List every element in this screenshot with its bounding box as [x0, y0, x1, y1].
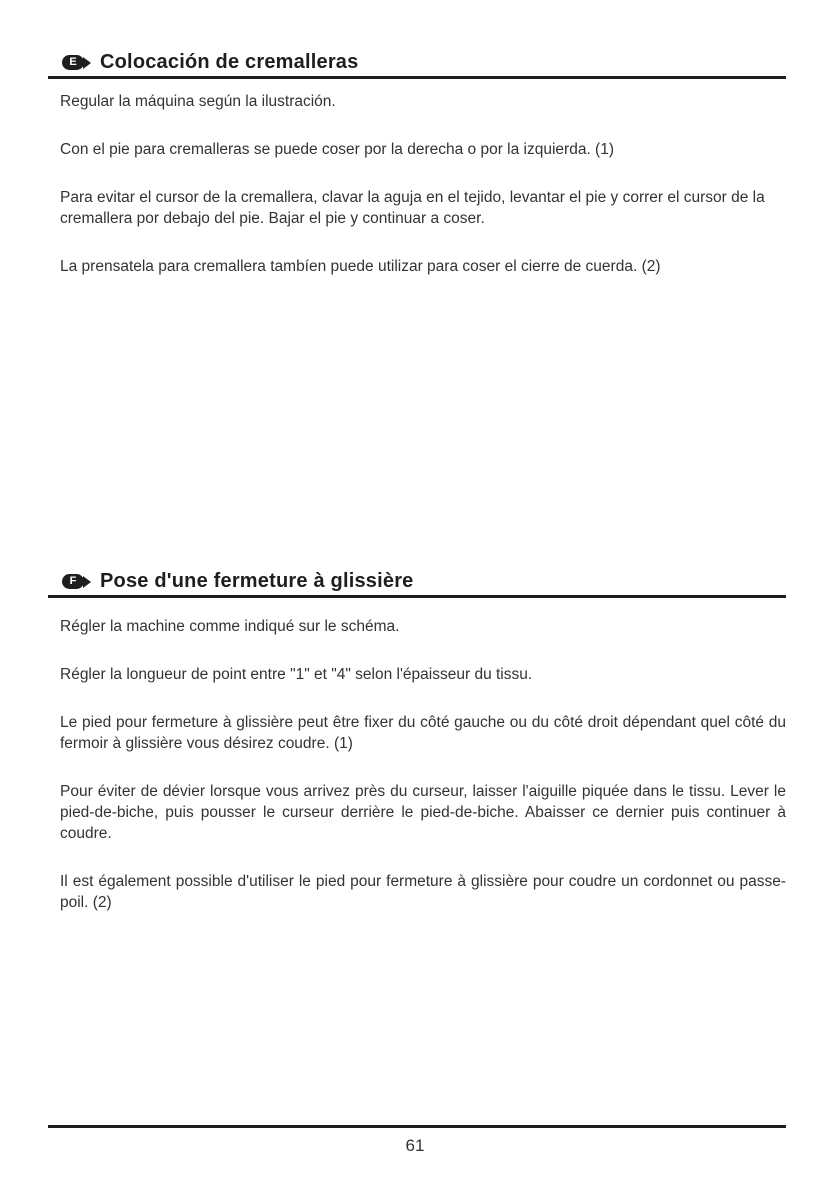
badge-letter: E: [62, 55, 84, 70]
paragraph: Régler la machine comme indiqué sur le schéma.: [60, 618, 400, 635]
section-spanish: [48, 49, 786, 277]
badge-arrow-icon: [83, 57, 91, 69]
badge-letter: F: [62, 574, 84, 589]
paragraph: Con el pie para cremalleras se puede coser por la derecha o por la izquierda. (1): [60, 141, 614, 158]
paragraph: La prensatela para cremallera tambíen puede utilizar para coser el cierre de cuerda. (2): [60, 258, 661, 275]
section-title: Colocación de cremalleras: [100, 51, 359, 73]
section-french: [48, 568, 786, 913]
paragraph: Para evitar el cursor de la cremallera, clavar la aguja en el tejido, levantar el pie y correr el cursor de la cremallera por debajo del pie. Bajar el pie y continuar a coser.: [60, 189, 765, 227]
page-number: 61: [405, 1136, 425, 1155]
paragraph: Il est également possible d'utiliser le pied pour fermeture à glissière pour coudre un cordonnet ou passe-poil. (2): [60, 873, 786, 911]
badge-arrow-icon: [83, 576, 91, 588]
footer-divider: [48, 1125, 786, 1128]
section-heading: [48, 568, 786, 598]
paragraph: Pour éviter de dévier lorsque vous arrivez près du curseur, laisser l'aiguille piquée dans le tissu. Lever le pied-de-biche, puis pousser le curseur derrière le pied-de-biche. Abaisser ce dernier puis continuer à coudre.: [60, 783, 786, 842]
section-body: [48, 616, 786, 913]
paragraph: Regular la máquina según la ilustración.: [60, 93, 336, 110]
section-heading: [48, 49, 786, 79]
language-badge-icon: [62, 55, 91, 70]
paragraph: Le pied pour fermeture à glissière peut être fixer du côté gauche ou du côté droit dépendant quel côté du fermoir à glissière vous désirez coudre. (1): [60, 714, 786, 752]
language-badge-icon: [62, 574, 91, 589]
paragraph: Régler la longueur de point entre "1" et "4" selon l'épaisseur du tissu.: [60, 666, 533, 683]
section-body: [48, 91, 786, 277]
section-title: Pose d'une fermeture à glissière: [100, 570, 414, 592]
